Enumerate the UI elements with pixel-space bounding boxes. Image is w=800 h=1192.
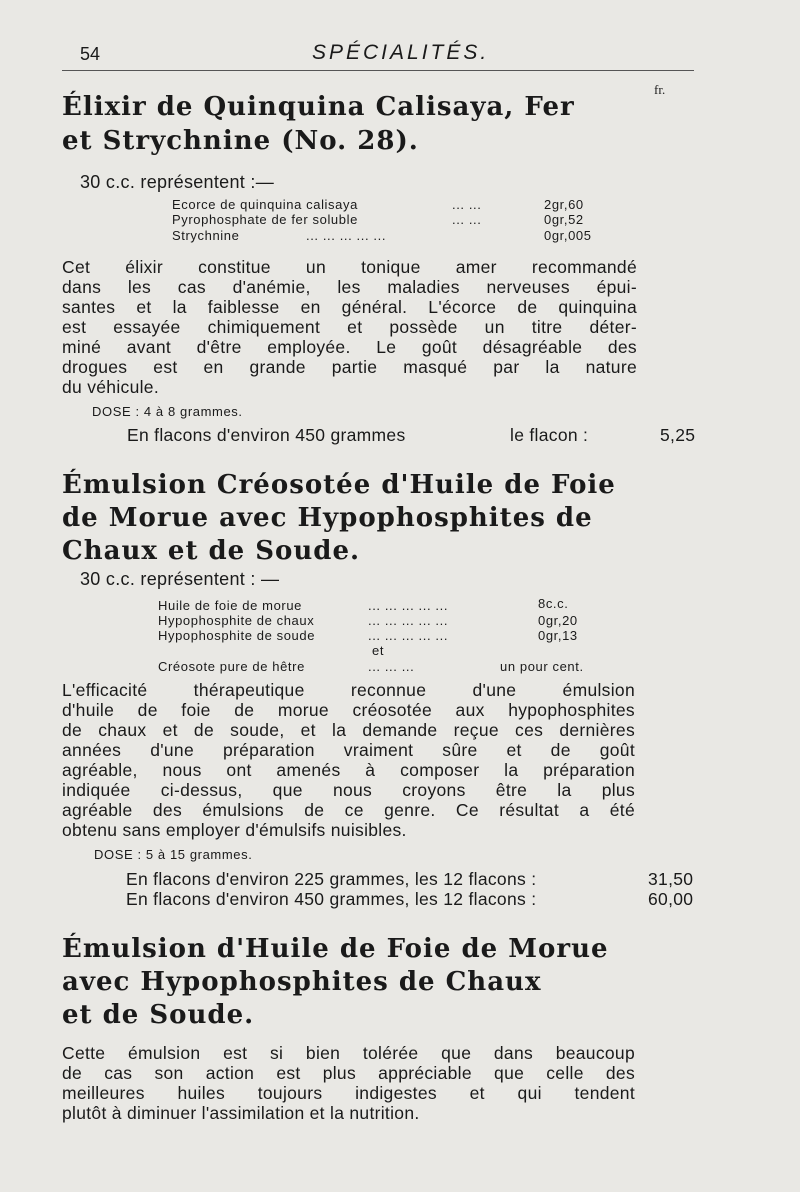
body-line: L'efficacité thérapeutique reconnue d'une émulsion — [62, 680, 635, 700]
body-line: miné avant d'être employée. Le goût désagréable des — [62, 337, 637, 357]
body-line: années d'une préparation vraiment sûre et de goût — [62, 740, 635, 760]
section-3-title-line-2: avec Hypophosphites de Chaux — [62, 967, 542, 997]
section-1-intro: 30 c.c. représentent :— — [80, 172, 274, 192]
ingredient-qty: 0gr,20 — [538, 613, 578, 628]
ingredient-qty: 0gr,005 — [544, 228, 592, 243]
section-3-title-line-3: et de Soude. — [62, 1000, 255, 1030]
body-line: agréable des émulsions de ce genre. Ce résultat a été — [62, 800, 635, 820]
price-value: 5,25 — [660, 425, 696, 445]
price-value: 60,00 — [648, 889, 694, 909]
ingredient-dots: ... ... ... — [368, 659, 415, 674]
body-line: est essayée chimiquement et possède un titre déter- — [62, 317, 637, 337]
ingredient-name: Pyrophosphate de fer soluble — [172, 212, 358, 227]
ingredient-qty: 0gr,13 — [538, 628, 578, 643]
body-line: drogues est en grande partie masqué par la nature — [62, 357, 637, 377]
body-line: de cas son action est plus appréciable que celle des — [62, 1063, 635, 1083]
page-number: 54 — [80, 44, 101, 64]
body-line: obtenu sans employer d'émulsifs nuisibles. — [62, 820, 407, 840]
price-unit: le flacon : — [510, 425, 589, 445]
body-line: meilleures huiles toujours indigestes et qui tendent — [62, 1083, 635, 1103]
body-line: dans les cas d'anémie, les maladies nerveuses épui- — [62, 277, 637, 297]
ingredient-qty: 8c.c. — [538, 596, 569, 611]
ingredient-name: Créosote pure de hêtre — [158, 659, 305, 674]
ingredient-dots: ... ... ... ... ... — [368, 598, 449, 613]
ingredient-name: Hypophosphite de chaux — [158, 613, 315, 628]
section-1-title-line-1: Élixir de Quinquina Calisaya, Fer — [62, 92, 575, 122]
body-line: agréable, nous ont amenés à composer la préparation — [62, 760, 635, 780]
section-3-title-line-1: Émulsion d'Huile de Foie de Morue — [62, 934, 609, 964]
price-description: En flacons d'environ 450 grammes — [127, 425, 406, 445]
body-line: de chaux et de soude, et la demande reçue ces dernières — [62, 720, 635, 740]
ingredient-name: Huile de foie de morue — [158, 598, 302, 613]
section-2-title-line-3: Chaux et de Soude. — [62, 536, 361, 566]
dose: DOSE : 5 à 15 grammes. — [94, 847, 253, 862]
conjunction-et: et — [372, 643, 385, 658]
ingredient-qty: 0gr,52 — [544, 212, 584, 227]
section-2-title-line-1: Émulsion Créosotée d'Huile de Foie — [62, 470, 616, 500]
section-2-title-line-2: de Morue avec Hypophosphites de — [62, 503, 593, 533]
ingredient-qty: un pour cent. — [500, 659, 584, 674]
body-line: Cette émulsion est si bien tolérée que dans beaucoup — [62, 1043, 635, 1063]
ingredient-dots: ... ... — [452, 212, 482, 227]
body-line: Cet élixir constitue un tonique amer recommandé — [62, 257, 637, 277]
body-line: d'huile de foie de morue créosotée aux hypophosphites — [62, 700, 635, 720]
body-line: plutôt à diminuer l'assimilation et la nutrition. — [62, 1103, 420, 1123]
ingredient-dots: ... ... — [452, 197, 482, 212]
currency-label: fr. — [654, 82, 666, 97]
ingredient-name: Hypophosphite de soude — [158, 628, 316, 643]
body-line: santes et la faiblesse en général. L'écorce de quinquina — [62, 297, 637, 317]
body-line: du véhicule. — [62, 377, 159, 397]
price-description: En flacons d'environ 450 grammes, les 12 flacons : — [126, 889, 537, 909]
ingredient-dots: ... ... ... ... ... — [368, 628, 449, 643]
ingredient-name: Ecorce de quinquina calisaya — [172, 197, 358, 212]
ingredient-name: Strychnine — [172, 228, 240, 243]
section-1-title-line-2: et Strychnine (No. 28). — [62, 126, 419, 156]
body-line: indiquée ci-dessus, que nous croyons être la plus — [62, 780, 635, 800]
header-rule — [62, 70, 694, 71]
dose: DOSE : 4 à 8 grammes. — [92, 404, 243, 419]
ingredient-qty: 2gr,60 — [544, 197, 584, 212]
running-title: SPÉCIALITÉS. — [312, 41, 490, 64]
section-2-intro: 30 c.c. représentent : — — [80, 569, 280, 589]
price-description: En flacons d'environ 225 grammes, les 12 flacons : — [126, 869, 537, 889]
ingredient-dots: ... ... ... ... ... — [306, 228, 387, 243]
price-value: 31,50 — [648, 869, 694, 889]
ingredient-dots: ... ... ... ... ... — [368, 613, 449, 628]
